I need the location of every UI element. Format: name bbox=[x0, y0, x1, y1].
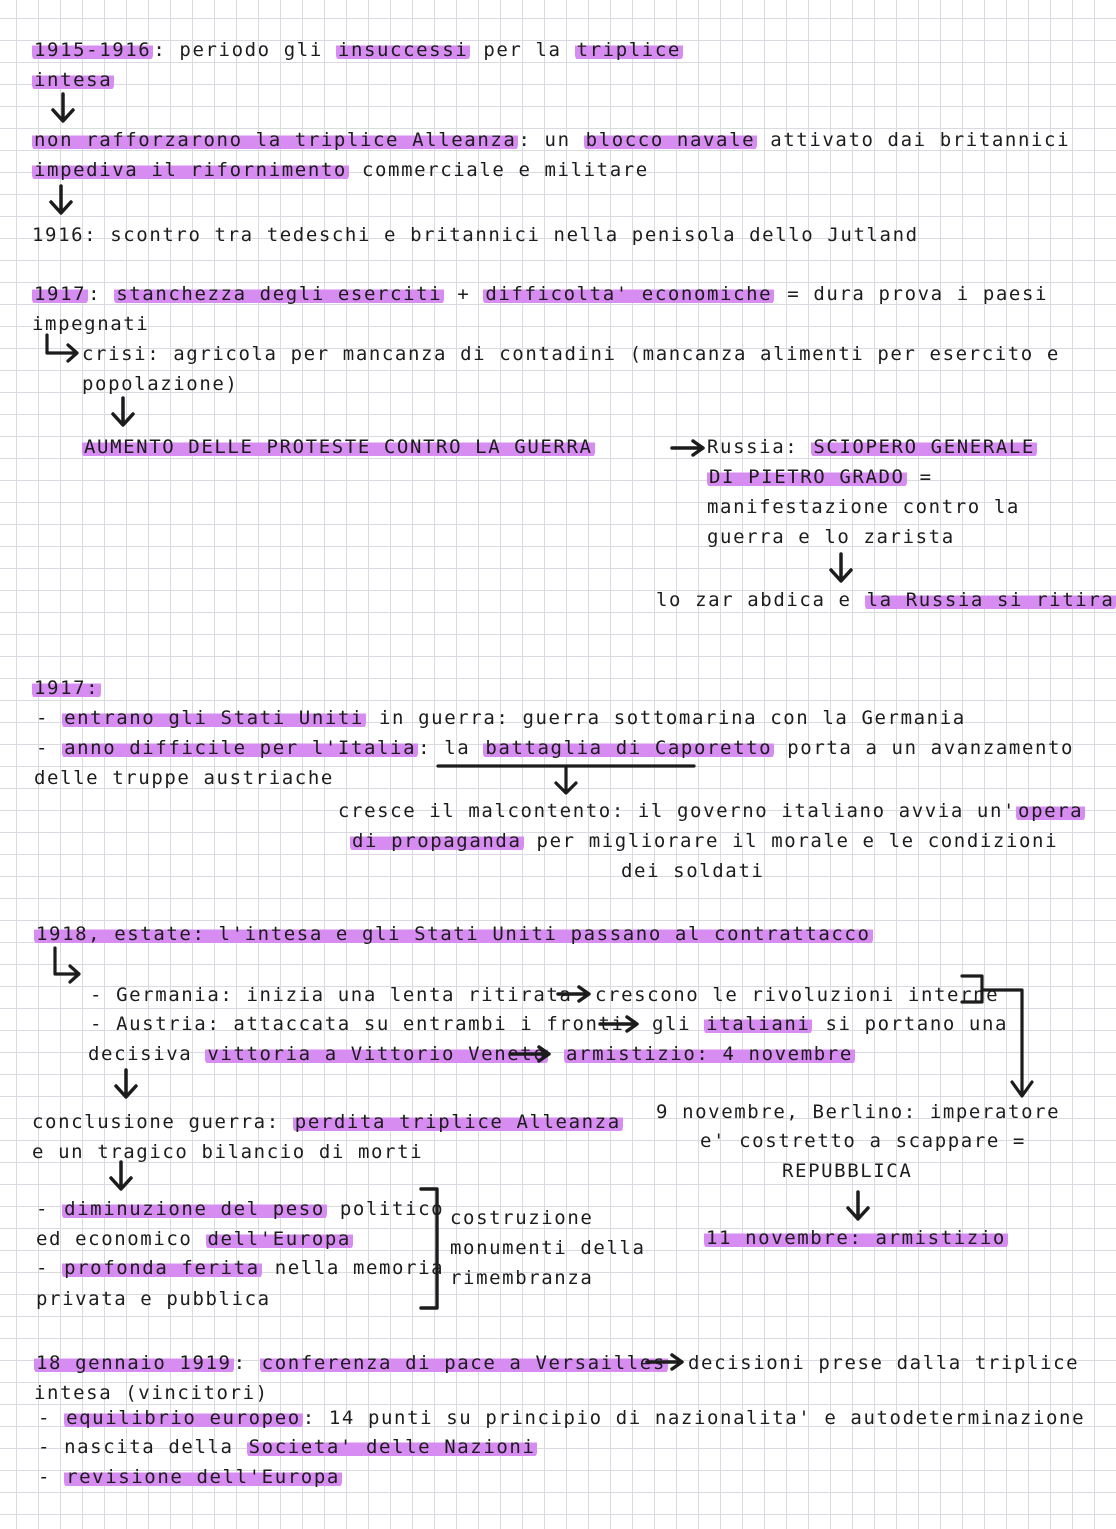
note-line: ed economico dell'Europa bbox=[36, 1228, 351, 1250]
underline-arrow-icon bbox=[436, 760, 698, 800]
note-line: - entrano gli Stati Uniti in guerra: guerra sottomarina con la Germania bbox=[36, 707, 966, 729]
note-line: - Austria: attaccata su entrambi i fronti bbox=[90, 1013, 625, 1035]
note-line: non rafforzarono la triplice Alleanza : un blocco navale attivato dai britannici bbox=[34, 129, 1071, 151]
note-line: 18 gennaio 1919 : conferenza di pace a Versailles bbox=[36, 1352, 666, 1374]
note-line: 11 novembre: armistizio bbox=[706, 1227, 1006, 1249]
note-line: - profonda ferita nella memoria bbox=[36, 1257, 445, 1279]
note-line: impediva il rifornimento commerciale e militare bbox=[34, 159, 649, 181]
note-line: armistizio: 4 novembre bbox=[566, 1043, 853, 1065]
note-line: decisioni prese dalla triplice bbox=[688, 1352, 1080, 1374]
note-line: - nascita della Societa' delle Nazioni bbox=[38, 1436, 536, 1458]
note-line: costruzione bbox=[450, 1207, 594, 1229]
note-line: - Germania: inizia una lenta ritirata bbox=[90, 984, 573, 1006]
note-line: conclusione guerra: perdita triplice Alleanza bbox=[32, 1111, 621, 1133]
arrow-turn-right-icon bbox=[48, 946, 84, 986]
note-line: lo zar abdica e la Russia si ritira bbox=[656, 589, 1115, 611]
note-line: 1917: bbox=[34, 677, 100, 699]
note-line: e' costretto a scappare = bbox=[700, 1130, 1026, 1152]
note-line: intesa bbox=[34, 69, 113, 91]
arrow-right-icon bbox=[670, 438, 706, 458]
arrow-right-icon bbox=[598, 1014, 640, 1034]
note-line: crescono le rivoluzioni interne bbox=[595, 984, 1000, 1006]
arrow-down-icon bbox=[50, 92, 76, 124]
arrow-right-icon bbox=[645, 1352, 685, 1372]
note-line: 1918, estate: l'intesa e gli Stati Uniti passano al contrattacco bbox=[36, 923, 871, 945]
note-line: e un tragico bilancio di morti bbox=[32, 1141, 424, 1163]
arrow-down-icon bbox=[828, 552, 854, 584]
note-line: 1917 : stanchezza degli eserciti + difficolta' economiche = dura prova i paesi bbox=[34, 283, 1049, 305]
arrow-down-icon bbox=[110, 396, 136, 428]
right-bracket-icon bbox=[418, 1186, 442, 1316]
note-line: monumenti della bbox=[450, 1237, 646, 1259]
note-line: 9 novembre, Berlino: imperatore bbox=[656, 1101, 1061, 1123]
arrow-down-icon bbox=[108, 1160, 134, 1192]
arrow-turn-right-icon bbox=[42, 333, 82, 363]
note-line: di propaganda per migliorare il morale e le condizioni bbox=[352, 830, 1059, 852]
note-line: manifestazione contro la bbox=[707, 496, 1020, 518]
note-line: gli italiani si portano una bbox=[652, 1013, 1009, 1035]
note-line: dei soldati bbox=[621, 860, 765, 882]
note-line: crisi: agricola per mancanza di contadini (mancanza alimenti per esercito e bbox=[82, 343, 1060, 365]
note-line: - revisione dell'Europa bbox=[38, 1466, 340, 1488]
note-line: - diminuzione del peso politico bbox=[36, 1198, 445, 1220]
note-line: AUMENTO DELLE PROTESTE CONTRO LA GUERRA bbox=[84, 436, 593, 458]
arrow-down-icon bbox=[113, 1068, 139, 1100]
note-line: DI PIETRO GRADO = bbox=[709, 466, 933, 488]
note-line: 1916: scontro tra tedeschi e britannici nella penisola dello Jutland bbox=[32, 224, 919, 246]
note-line: delle truppe austriache bbox=[34, 767, 334, 789]
arrow-right-icon bbox=[556, 984, 592, 1004]
note-line: - anno difficile per l'Italia : la battaglia di Caporetto porta a un avanzamento bbox=[36, 737, 1075, 759]
note-line: impegnati bbox=[32, 313, 150, 335]
note-line: REPUBBLICA bbox=[782, 1160, 913, 1182]
arrow-down-icon bbox=[48, 184, 74, 216]
note-line: cresce il malcontento: il governo italiano avvia un' opera bbox=[338, 800, 1084, 822]
highlight-date: 1915-1916 bbox=[34, 39, 152, 61]
note-line: popolazione) bbox=[82, 373, 239, 395]
note-line: privata e pubblica bbox=[36, 1288, 271, 1310]
bracket-arrow-icon bbox=[958, 972, 1038, 1108]
arrow-right-icon bbox=[508, 1044, 552, 1064]
note-line: decisiva vittoria a Vittorio Veneto bbox=[88, 1043, 547, 1065]
note-line: 1915-1916 : periodo gli insuccessi per la triplice bbox=[34, 39, 681, 61]
note-line: intesa (vincitori) bbox=[34, 1382, 269, 1404]
note-line: Russia: SCIOPERO GENERALE bbox=[707, 436, 1035, 458]
note-line: - equilibrio europeo : 14 punti su principio di nazionalita' e autodeterminazione bbox=[38, 1407, 1086, 1429]
note-line: rimembranza bbox=[450, 1267, 594, 1289]
note-line: guerra e lo zarista bbox=[707, 526, 955, 548]
arrow-down-icon bbox=[845, 1190, 871, 1222]
